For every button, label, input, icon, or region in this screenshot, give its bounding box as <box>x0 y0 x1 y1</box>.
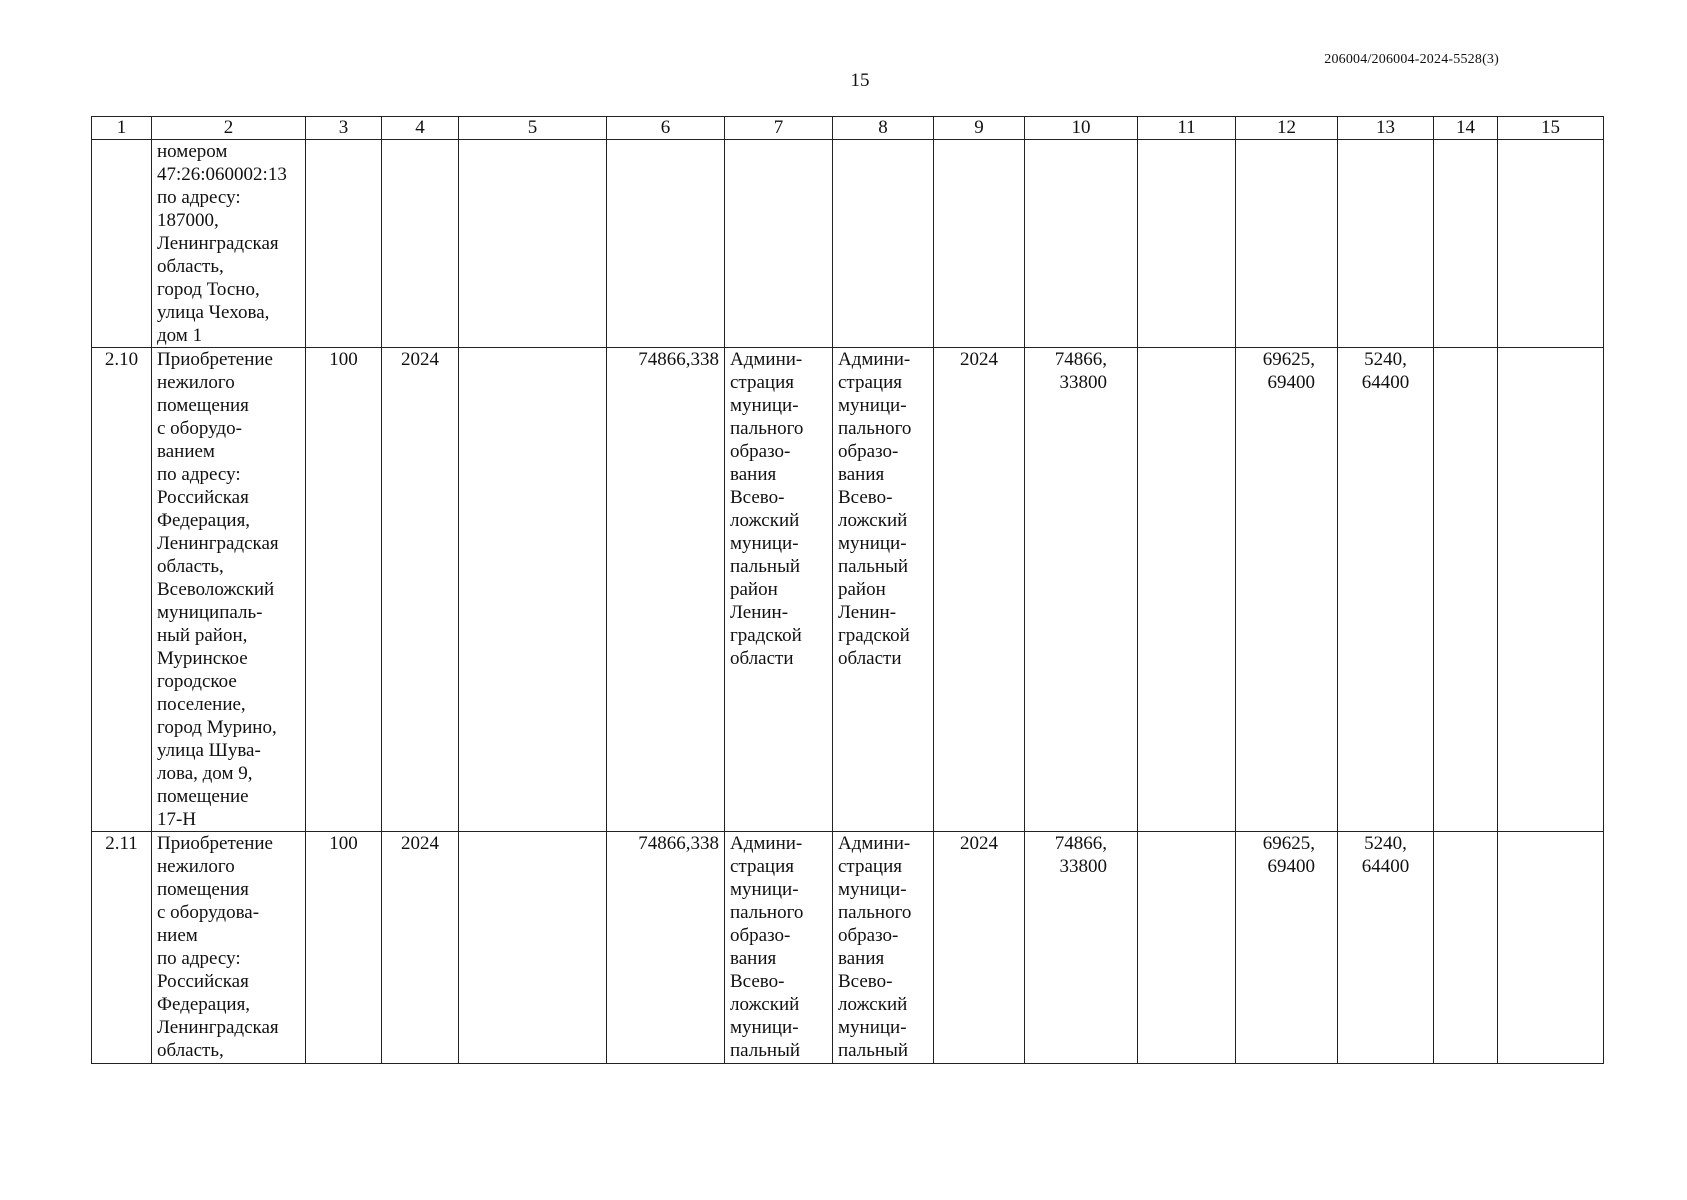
row-number: 2.10 <box>92 348 152 832</box>
table-cell: 74866,338 <box>607 832 725 1064</box>
table-cell: Админи- страция муници- пального образо- вания Всево- ложский муници- пальный район Ленин- градской области <box>725 348 833 832</box>
table-cell <box>1338 140 1434 348</box>
column-header: 13 <box>1338 117 1434 140</box>
table-cell <box>725 140 833 348</box>
table-cell: 74866, 33800 <box>1025 832 1138 1064</box>
table-cell <box>1025 140 1138 348</box>
table-cell: Админи- страция муници- пального образо- вания Всево- ложский муници- пальный <box>833 832 934 1064</box>
table-row <box>92 140 1604 348</box>
column-number-row <box>92 117 1604 140</box>
table-cell <box>1138 348 1236 832</box>
table-cell: 69625, 69400 <box>1236 832 1338 1064</box>
table-cell <box>1138 832 1236 1064</box>
table-cell <box>1236 140 1338 348</box>
object-description: номером 47:26:060002:13 по адресу: 187000, Ленинградская область, город Тосно, улица Чехова, дом 1 <box>152 140 306 348</box>
column-header: 8 <box>833 117 934 140</box>
table-cell <box>934 140 1025 348</box>
table-cell: 100 <box>306 348 382 832</box>
column-header: 15 <box>1498 117 1604 140</box>
column-header: 14 <box>1434 117 1498 140</box>
column-header: 4 <box>382 117 459 140</box>
table-cell: 2024 <box>934 832 1025 1064</box>
table-row <box>92 348 1604 832</box>
column-header: 7 <box>725 117 833 140</box>
table-cell: Админи- страция муници- пального образо- вания Всево- ложский муници- пальный <box>725 832 833 1064</box>
document-id: 206004/206004-2024-5528(3) <box>1324 52 1499 67</box>
column-header: 10 <box>1025 117 1138 140</box>
column-header: 1 <box>92 117 152 140</box>
table-cell <box>306 140 382 348</box>
table-cell <box>1498 832 1604 1064</box>
row-number <box>92 140 152 348</box>
table-cell <box>459 832 607 1064</box>
table-cell <box>833 140 934 348</box>
table-row <box>92 832 1604 1064</box>
table-cell: 74866, 33800 <box>1025 348 1138 832</box>
object-description: Приобретение нежилого помещения с оборудова- нием по адресу: Российская Федерация, Ленинградская область, <box>152 832 306 1064</box>
table-cell <box>1498 140 1604 348</box>
table-cell: 2024 <box>382 832 459 1064</box>
column-header: 5 <box>459 117 607 140</box>
column-header: 11 <box>1138 117 1236 140</box>
table-cell <box>459 140 607 348</box>
column-header: 9 <box>934 117 1025 140</box>
table-cell <box>1498 348 1604 832</box>
table-cell <box>1138 140 1236 348</box>
table-cell: 74866,338 <box>607 348 725 832</box>
table-cell <box>382 140 459 348</box>
table-cell: Админи- страция муници- пального образо- вания Всево- ложский муници- пальный район Ленин- градской области <box>833 348 934 832</box>
column-header: 2 <box>152 117 306 140</box>
page-number: 15 <box>850 70 870 91</box>
table-cell: 2024 <box>382 348 459 832</box>
object-description: Приобретение нежилого помещения с оборудо- ванием по адресу: Российская Федерация, Ленинградская область, Всеволожский муниципаль- ный район, Муринское городское поселение, город Мурино, улица Шува- лова, дом 9, помещение 17-Н <box>152 348 306 832</box>
table-cell <box>459 348 607 832</box>
column-header: 12 <box>1236 117 1338 140</box>
table-cell <box>1434 832 1498 1064</box>
table-cell: 5240, 64400 <box>1338 348 1434 832</box>
table-cell <box>607 140 725 348</box>
table-cell: 69625, 69400 <box>1236 348 1338 832</box>
table-cell <box>1434 348 1498 832</box>
table-cell: 2024 <box>934 348 1025 832</box>
row-number: 2.11 <box>92 832 152 1064</box>
column-header: 6 <box>607 117 725 140</box>
data-table <box>91 116 1604 1064</box>
column-header: 3 <box>306 117 382 140</box>
table-cell: 5240, 64400 <box>1338 832 1434 1064</box>
table-cell: 100 <box>306 832 382 1064</box>
table-cell <box>1434 140 1498 348</box>
